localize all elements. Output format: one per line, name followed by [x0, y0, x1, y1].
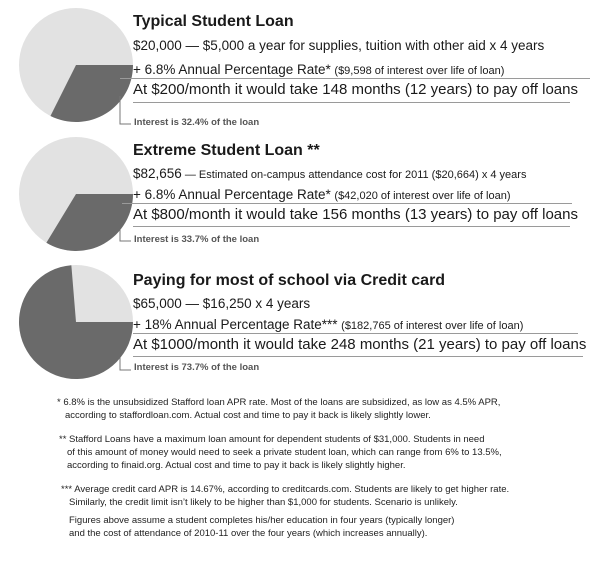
payoff-line: At $200/month it would take 148 months (12 years) to pay off loans	[133, 81, 578, 98]
interest-label: Interest is 33.7% of the loan	[134, 234, 260, 245]
principal-line: $20,000 — $5,000 a year for supplies, tuition with other aid x 4 years	[133, 38, 545, 53]
chart-title: Extreme Student Loan **	[133, 142, 320, 159]
pie-chart-credit-card	[18, 264, 134, 380]
pie-chart-typical-loan	[18, 7, 134, 123]
apr-line: + 6.8% Annual Percentage Rate* ($9,598 of interest over life of loan)	[133, 62, 505, 77]
apr-line: + 18% Annual Percentage Rate*** ($182,765 of interest over life of loan)	[133, 317, 524, 332]
divider	[120, 78, 590, 79]
footnote-apr: * 6.8% is the unsubsidized Stafford loan APR rate. Most of the loans are subsidized, as low as 4.5% APR, according to staffordloan.com. Actual cost and time to pay it back is likely slightly lower.	[57, 397, 501, 421]
footnote-stafford: ** Stafford Loans have a maximum loan amount for dependent students of $31,000. Students in need of this amount of money would need to seek a private student loan, which can range from 6% to 13.5%, according to finaid.org. Actual cost and time to pay it back is likely slightly higher.	[59, 434, 502, 471]
payoff-line: At $1000/month it would take 248 months (21 years) to pay off loans	[133, 336, 587, 353]
divider	[133, 356, 583, 357]
payoff-line: At $800/month it would take 156 months (13 years) to pay off loans	[133, 206, 578, 223]
interest-label: Interest is 73.7% of the loan	[134, 362, 260, 373]
divider	[133, 226, 570, 227]
divider	[122, 203, 572, 204]
pie-chart-extreme-loan	[18, 136, 134, 252]
principal-line: $82,656 — Estimated on-campus attendance cost for 2011 ($20,664) x 4 years	[133, 166, 527, 181]
footnote-credit-card: *** Average credit card APR is 14.67%, according to creditcards.com. Students are likely to get higher rate. Similarly, the credit limit isn’t likely to be higher than $1,000 for students. Scenario is unlikely.	[61, 484, 510, 508]
chart-title: Typical Student Loan	[133, 13, 294, 30]
apr-line: + 6.8% Annual Percentage Rate* ($42,020 of interest over life of loan)	[133, 187, 511, 202]
interest-label: Interest is 32.4% of the loan	[134, 117, 260, 128]
footnote-assumptions: Figures above assume a student completes his/her education in four years (typically longer) and the cost of attendance of 2010-11 over the four years (which increases annually).	[69, 515, 455, 539]
divider	[133, 102, 570, 103]
chart-title: Paying for most of school via Credit card	[133, 272, 446, 289]
principal-line: $65,000 — $16,250 x 4 years	[133, 296, 311, 311]
divider	[133, 333, 578, 334]
